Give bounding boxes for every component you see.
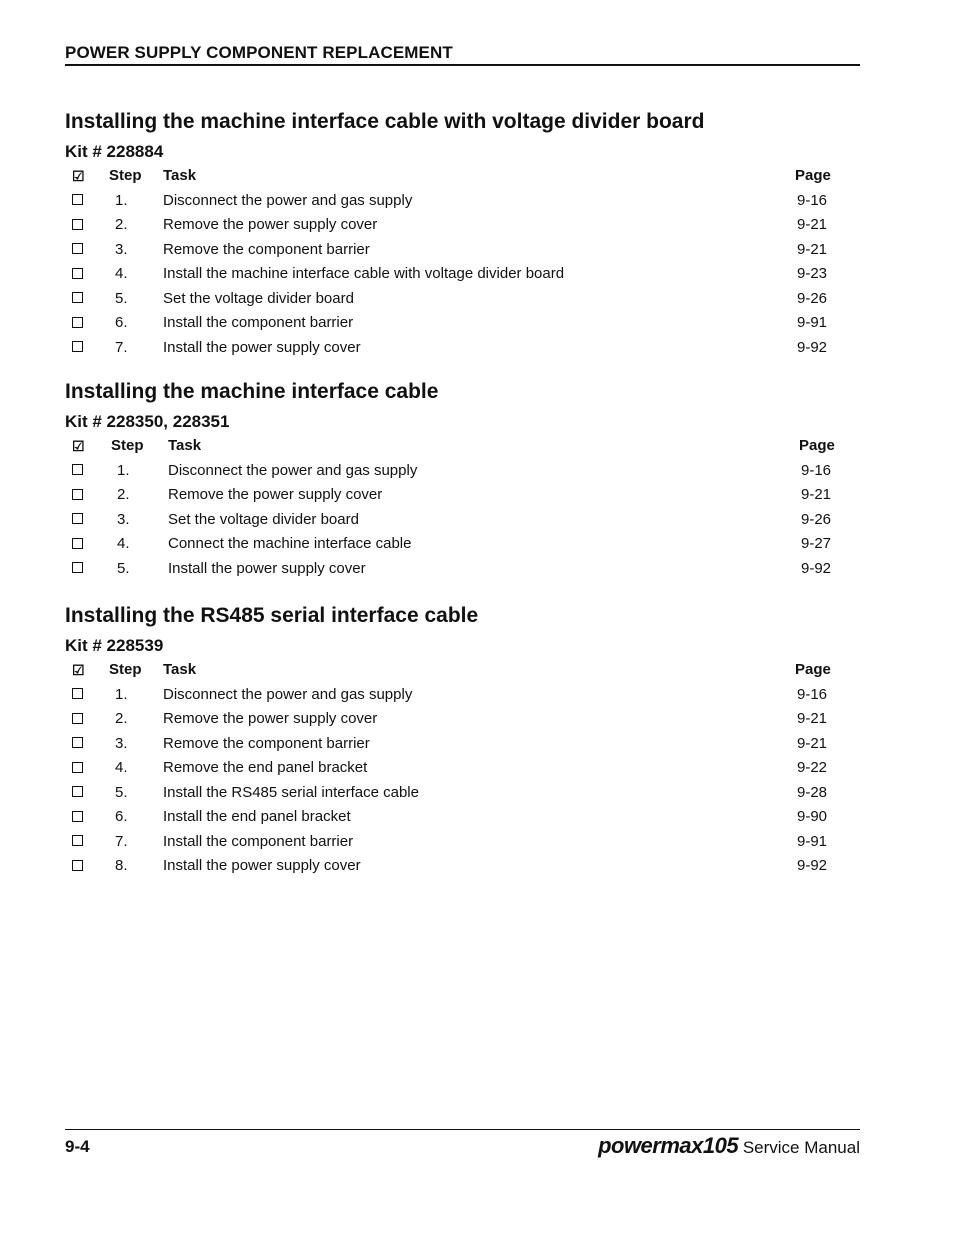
task-text: Disconnect the power and gas supply [163,191,413,209]
table-row [65,532,860,557]
table-row [65,287,860,312]
page-reference: 9-27 [801,535,832,552]
task-text: Install the machine interface cable with voltage divider board [163,265,565,282]
footer-rule [65,1129,860,1130]
checkbox-icon[interactable] [72,756,84,781]
kit-number: Kit # 228350, 228351 [65,412,230,431]
page-reference: 9-22 [797,759,828,776]
kit-number: Kit # 228884 [65,142,164,161]
table-row [65,459,860,484]
page-reference: 9-21 [797,734,828,752]
checkbox-icon[interactable] [72,532,84,557]
task-column-header: Task [163,167,197,184]
page-reference: 9-21 [801,486,832,503]
step-column-header: Step [109,661,142,678]
page-reference: 9-21 [797,240,828,258]
task-text: Remove the component barrier [163,734,370,752]
checkbox-icon[interactable] [72,805,84,830]
page-reference: 9-26 [797,289,828,307]
task-text: Remove the power supply cover [163,710,378,727]
kit-number: Kit # 228539 [65,636,164,655]
step-number: 7. [115,338,128,356]
section [65,108,860,360]
step-number: 6. [115,808,128,825]
step-number: 3. [115,240,128,258]
page-column-header: Page [795,661,831,678]
page-reference: 9-92 [797,857,828,874]
table-row [65,483,860,508]
table-row [65,557,860,582]
page-column-header: Page [795,167,831,184]
task-text: Disconnect the power and gas supply [168,461,418,479]
checkbox-icon[interactable] [72,213,84,238]
task-text: Install the component barrier [163,832,354,850]
page-reference: 9-92 [801,559,832,577]
checkbox-icon[interactable] [72,854,84,879]
task-column-header: Task [163,661,197,678]
page-reference: 9-26 [801,510,832,528]
step-number: 5. [117,559,130,577]
task-text: Install the power supply cover [168,559,366,577]
table-row [65,238,860,263]
table-row [65,213,860,238]
step-number: 6. [115,314,128,331]
page-reference: 9-28 [797,783,828,801]
checkbox-icon[interactable] [72,781,84,806]
step-number: 4. [115,759,128,776]
page-reference: 9-91 [797,314,828,331]
table-row [65,830,860,855]
task-text: Set the voltage divider board [168,510,359,528]
checkbox-icon[interactable] [72,483,84,508]
footer-page-number: 9-4 [65,1137,90,1156]
table-row [65,805,860,830]
checkbox-icon[interactable] [72,311,84,336]
footer-brand [598,1133,860,1159]
table-header-row [65,164,860,189]
section [65,602,860,879]
checkbox-icon[interactable] [72,238,84,263]
table-row [65,707,860,732]
task-text: Install the end panel bracket [163,808,351,825]
table-row [65,854,860,879]
checkbox-icon[interactable] [72,830,84,855]
task-column-header: Task [168,437,202,454]
task-text: Disconnect the power and gas supply [163,685,413,703]
step-column-header: Step [111,437,144,454]
page-reference: 9-91 [797,832,828,850]
task-text: Install the power supply cover [163,857,361,874]
page-reference: 9-21 [797,216,828,233]
step-number: 3. [117,510,130,528]
running-header: POWER SUPPLY COMPONENT REPLACEMENT [65,43,453,62]
checkbox-icon[interactable] [72,262,84,287]
step-number: 5. [115,783,128,801]
table-row [65,756,860,781]
page-reference: 9-23 [797,265,828,282]
step-number: 2. [115,710,128,727]
task-text: Remove the power supply cover [163,216,378,233]
table-row [65,683,860,708]
section-title: Installing the RS485 serial interface cable [65,604,479,627]
section [65,378,860,581]
page-reference: 9-16 [797,685,828,703]
table-row [65,262,860,287]
page-reference: 9-16 [797,191,828,209]
checkbox-header-icon: ☑ [72,168,85,184]
checkbox-icon[interactable] [72,732,84,757]
table-row [65,732,860,757]
task-text: Install the power supply cover [163,338,361,356]
section-title: Installing the machine interface cable [65,380,439,403]
step-number: 7. [115,832,128,850]
table-row [65,189,860,214]
step-number: 8. [115,857,128,874]
checkbox-icon[interactable] [72,707,84,732]
checkbox-icon[interactable] [72,336,84,361]
step-number: 2. [115,216,128,233]
section-title: Installing the machine interface cable with voltage divider board [65,110,705,133]
step-number: 1. [115,191,128,209]
step-column-header: Step [109,167,142,184]
step-number: 1. [117,461,130,479]
step-number: 1. [115,685,128,703]
header-rule [65,64,860,66]
table-row [65,311,860,336]
page-reference: 9-90 [797,808,828,825]
brand-logo: powermax105 [598,1133,739,1158]
checkbox-header-icon: ☑ [72,438,85,454]
table-header-row [65,434,860,459]
step-number: 4. [115,265,128,282]
task-text: Install the component barrier [163,314,354,331]
task-text: Connect the machine interface cable [168,535,412,552]
page-reference: 9-92 [797,338,828,356]
checkbox-icon[interactable] [72,683,84,708]
checkbox-icon[interactable] [72,508,84,533]
checkbox-icon[interactable] [72,189,84,214]
step-number: 2. [117,486,130,503]
table-row [65,781,860,806]
task-text: Install the RS485 serial interface cable [163,783,419,801]
checkbox-icon[interactable] [72,459,84,484]
task-text: Remove the component barrier [163,240,370,258]
table-row [65,336,860,361]
task-text: Set the voltage divider board [163,289,354,307]
page-column-header: Page [799,437,835,454]
checkbox-header-icon: ☑ [72,662,85,678]
manual-label: Service Manual [742,1138,860,1157]
task-text: Remove the end panel bracket [163,759,368,776]
checkbox-icon[interactable] [72,557,84,582]
step-number: 5. [115,289,128,307]
step-number: 3. [115,734,128,752]
page-reference: 9-21 [797,710,828,727]
checkbox-icon[interactable] [72,287,84,312]
table-header-row [65,658,860,683]
table-row [65,508,860,533]
step-number: 4. [117,535,130,552]
page-reference: 9-16 [801,461,832,479]
task-text: Remove the power supply cover [168,486,383,503]
